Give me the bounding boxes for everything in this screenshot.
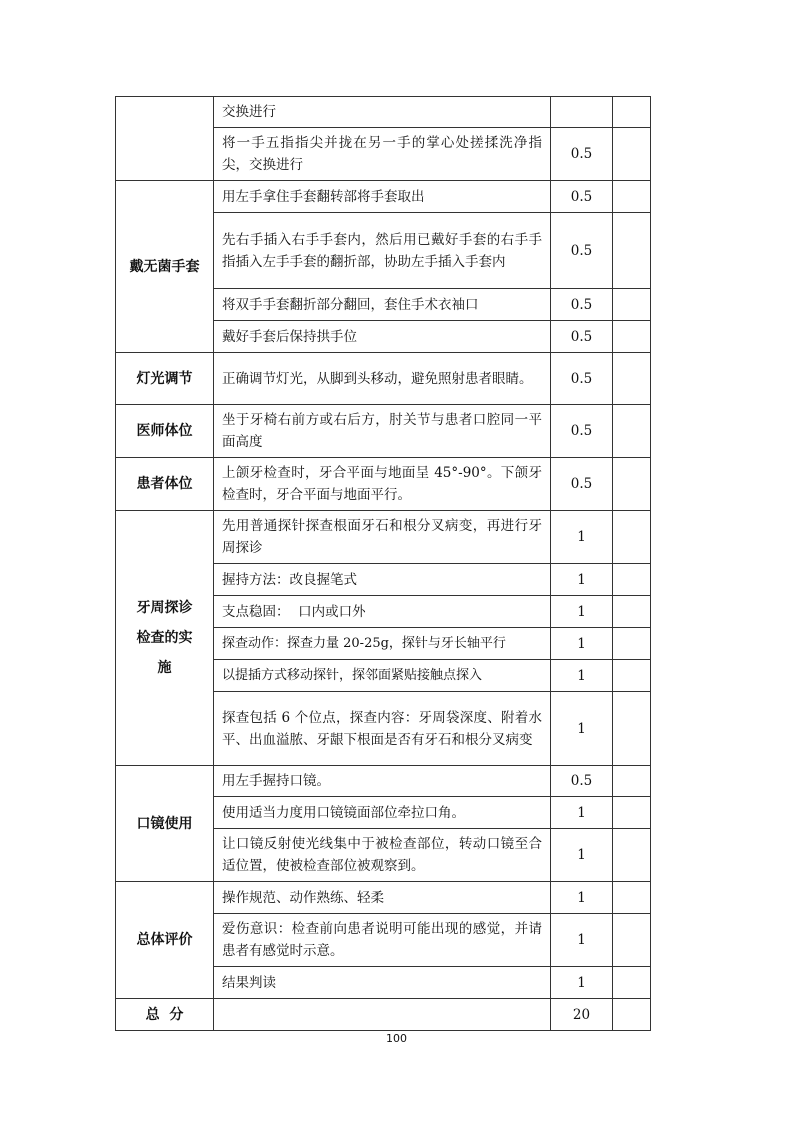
score-cell: 1 bbox=[551, 511, 613, 564]
item-cell: 以提插方式移动探针，探邻面紧贴接触点探入 bbox=[214, 660, 551, 692]
score-cell: 0.5 bbox=[551, 128, 613, 181]
score-cell: 1 bbox=[551, 797, 613, 829]
section-cell-blank bbox=[116, 97, 214, 181]
blank-cell bbox=[613, 405, 651, 458]
score-cell: 1 bbox=[551, 829, 613, 882]
score-cell: 0.5 bbox=[551, 405, 613, 458]
table-row bbox=[116, 766, 651, 797]
blank-cell bbox=[613, 882, 651, 914]
item-cell: 用左手握持口镜。 bbox=[214, 766, 551, 797]
score-cell bbox=[551, 97, 613, 128]
item-cell: 先右手插入右手手套内，然后用已戴好手套的右手手指插入左手手套的翻折部，协助左手插入手套内 bbox=[214, 213, 551, 289]
score-cell: 1 bbox=[551, 967, 613, 999]
section-label-lighting: 灯光调节 bbox=[116, 353, 214, 405]
item-cell: 探查包括 6 个位点，探查内容：牙周袋深度、附着水平、出血溢脓、牙龈下根面是否有牙石和根分叉病变 bbox=[214, 692, 551, 766]
section-label-periodontal-probing: 牙周探诊检查的实施 bbox=[116, 511, 214, 766]
section-label-doctor-position: 医师体位 bbox=[116, 405, 214, 458]
item-cell: 支点稳固： 口内或口外 bbox=[214, 596, 551, 628]
score-cell: 1 bbox=[551, 692, 613, 766]
item-cell: 戴好手套后保持拱手位 bbox=[214, 321, 551, 353]
item-cell: 结果判读 bbox=[214, 967, 551, 999]
item-cell: 爱伤意识：检查前向患者说明可能出现的感觉，并请患者有感觉时示意。 bbox=[214, 914, 551, 967]
item-cell: 用左手拿住手套翻转部将手套取出 bbox=[214, 181, 551, 213]
scoring-table bbox=[115, 96, 651, 1031]
item-cell: 将双手手套翻折部分翻回，套住手术衣袖口 bbox=[214, 289, 551, 321]
blank-cell bbox=[613, 797, 651, 829]
item-cell: 探查动作：探查力量 20-25g，探针与牙长轴平行 bbox=[214, 628, 551, 660]
item-cell: 先用普通探针探查根面牙石和根分叉病变，再进行牙周探诊 bbox=[214, 511, 551, 564]
score-cell: 1 bbox=[551, 596, 613, 628]
table-row bbox=[116, 353, 651, 405]
score-cell: 0.5 bbox=[551, 766, 613, 797]
section-label-gloves: 戴无菌手套 bbox=[116, 181, 214, 353]
score-cell: 1 bbox=[551, 660, 613, 692]
blank-cell bbox=[613, 353, 651, 405]
blank-cell bbox=[613, 128, 651, 181]
table-row bbox=[116, 511, 651, 564]
score-cell: 1 bbox=[551, 882, 613, 914]
score-cell: 1 bbox=[551, 628, 613, 660]
blank-cell bbox=[613, 914, 651, 967]
table-row bbox=[116, 405, 651, 458]
page-number: 100 bbox=[386, 1032, 407, 1045]
total-score-value: 20 bbox=[551, 999, 613, 1031]
blank-cell bbox=[613, 181, 651, 213]
section-label-overall-evaluation: 总体评价 bbox=[116, 882, 214, 999]
score-cell: 1 bbox=[551, 914, 613, 967]
table-row bbox=[116, 882, 651, 914]
item-cell: 交换进行 bbox=[214, 97, 551, 128]
item-cell: 上颌牙检查时，牙合平面与地面呈 45°-90°。下颌牙检查时，牙合平面与地面平行。 bbox=[214, 458, 551, 511]
section-label-patient-position: 患者体位 bbox=[116, 458, 214, 511]
blank-cell bbox=[613, 289, 651, 321]
table-row bbox=[116, 181, 651, 213]
table-row bbox=[116, 999, 651, 1031]
blank-cell bbox=[613, 213, 651, 289]
item-cell: 使用适当力度用口镜镜面部位牵拉口角。 bbox=[214, 797, 551, 829]
total-score-label: 总 分 bbox=[116, 999, 214, 1031]
item-cell: 握持方法：改良握笔式 bbox=[214, 564, 551, 596]
score-cell: 0.5 bbox=[551, 181, 613, 213]
score-cell: 0.5 bbox=[551, 353, 613, 405]
blank-cell bbox=[613, 692, 651, 766]
score-cell: 0.5 bbox=[551, 321, 613, 353]
item-cell: 让口镜反射使光线集中于被检查部位，转动口镜至合适位置，使被检查部位被观察到。 bbox=[214, 829, 551, 882]
item-cell: 操作规范、动作熟练、轻柔 bbox=[214, 882, 551, 914]
section-label-mouth-mirror: 口镜使用 bbox=[116, 766, 214, 882]
item-cell bbox=[214, 999, 551, 1031]
blank-cell bbox=[613, 511, 651, 564]
blank-cell bbox=[613, 458, 651, 511]
blank-cell bbox=[613, 999, 651, 1031]
blank-cell bbox=[613, 628, 651, 660]
blank-cell bbox=[613, 660, 651, 692]
blank-cell bbox=[613, 766, 651, 797]
table-row bbox=[116, 97, 651, 128]
blank-cell bbox=[613, 596, 651, 628]
blank-cell bbox=[613, 829, 651, 882]
item-cell: 将一手五指指尖并拢在另一手的掌心处搓揉洗净指尖，交换进行 bbox=[214, 128, 551, 181]
blank-cell bbox=[613, 564, 651, 596]
score-cell: 1 bbox=[551, 564, 613, 596]
score-cell: 0.5 bbox=[551, 213, 613, 289]
blank-cell bbox=[613, 97, 651, 128]
item-cell: 坐于牙椅右前方或右后方，肘关节与患者口腔同一平面高度 bbox=[214, 405, 551, 458]
blank-cell bbox=[613, 967, 651, 999]
score-cell: 0.5 bbox=[551, 289, 613, 321]
score-cell: 0.5 bbox=[551, 458, 613, 511]
blank-cell bbox=[613, 321, 651, 353]
item-cell: 正确调节灯光，从脚到头移动，避免照射患者眼睛。 bbox=[214, 353, 551, 405]
table-row bbox=[116, 458, 651, 511]
